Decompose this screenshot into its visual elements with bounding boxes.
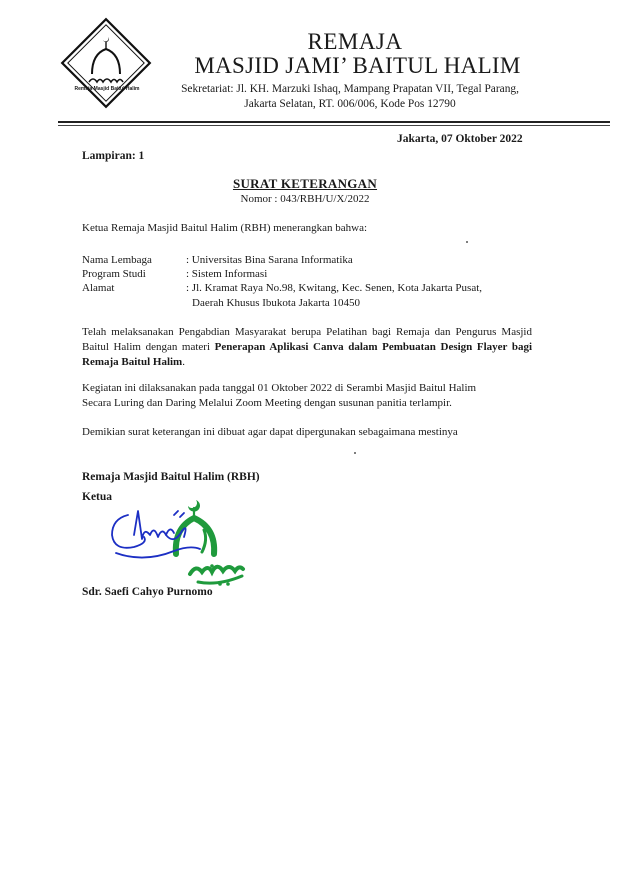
org-address <box>160 82 540 112</box>
field-row-address <box>82 281 482 311</box>
field-value-cont: Daerah Khusus Ibukota Jakarta 10450 <box>192 297 361 309</box>
letter-date: Jakarta, 07 Oktober 2022 <box>397 133 523 145</box>
signature-org: Remaja Masjid Baitul Halim (RBH) <box>82 471 260 483</box>
paragraph-closing: Demikian surat keterangan ini dibuat agar dapat dipergunakan sebagaimana mestinya <box>82 426 458 438</box>
attachment-label: Lampiran: 1 <box>82 150 145 162</box>
scan-speck <box>466 241 468 243</box>
field-label: Alamat <box>82 282 115 294</box>
scan-speck <box>354 452 356 454</box>
paragraph-schedule: Kegiatan ini dilaksanakan pada tanggal 01 Oktober 2022 di Serambi Masjid Baitul Halim Secara Luring dan Daring Melalui Zoom Meeting dengan susunan panitia terlampir. <box>82 382 477 409</box>
intro-text: Ketua Remaja Masjid Baitul Halim (RBH) menerangkan bahwa: <box>82 222 368 234</box>
paragraph-activity-end: . <box>182 356 185 368</box>
field-value: : Jl. Kramat Raya No.98, Kwitang, Kec. Senen, Kota Jakarta Pusat, <box>186 282 483 294</box>
paragraph-activity <box>82 325 532 370</box>
letterhead-divider-thick <box>58 121 610 123</box>
address-line2: Jakarta Selatan, RT. 006/006, Kode Pos 12790 <box>244 98 456 110</box>
field-value: : Sistem Informasi <box>186 268 268 280</box>
org-name-line2: MASJID JAMI’ BAITUL HALIM <box>194 53 521 78</box>
mosque-logo-icon <box>59 16 153 110</box>
org-name-line1: REMAJA <box>307 29 403 54</box>
letterhead-divider-thin <box>58 125 610 126</box>
field-value-block <box>186 281 482 311</box>
field-row-study-program <box>82 267 267 282</box>
signature-scribble-icon <box>104 505 209 575</box>
field-label: Program Studi <box>82 268 146 280</box>
paragraph-activity-topic: Penerapan Aplikasi Canva dalam Pembuatan Design Flayer bagi Remaja Baitul Halim <box>82 341 532 368</box>
letter-title: SURAT KETERANGAN <box>232 176 378 191</box>
field-label: Nama Lembaga <box>82 254 152 266</box>
field-row-institution <box>82 253 353 268</box>
logo-caption: Remaja Masjid Baitul Halim <box>74 86 140 92</box>
address-line1: Sekretariat: Jl. KH. Marzuki Ishaq, Mampang Prapatan VII, Tegal Parang, <box>181 83 519 95</box>
field-value: : Universitas Bina Sarana Informatika <box>186 254 353 266</box>
letter-number: Nomor : 043/RBH/U/X/2022 <box>240 193 370 205</box>
signatory-name: Sdr. Saefi Cahyo Purnomo <box>82 586 213 598</box>
signature-role: Ketua <box>82 491 113 503</box>
paragraph-activity-text: Telah melaksanakan Pengabdian Masyarakat berupa Pelatihan bagi Remaja dan Pengurus Masjid Baitul Halim dengan materi <box>82 326 532 353</box>
